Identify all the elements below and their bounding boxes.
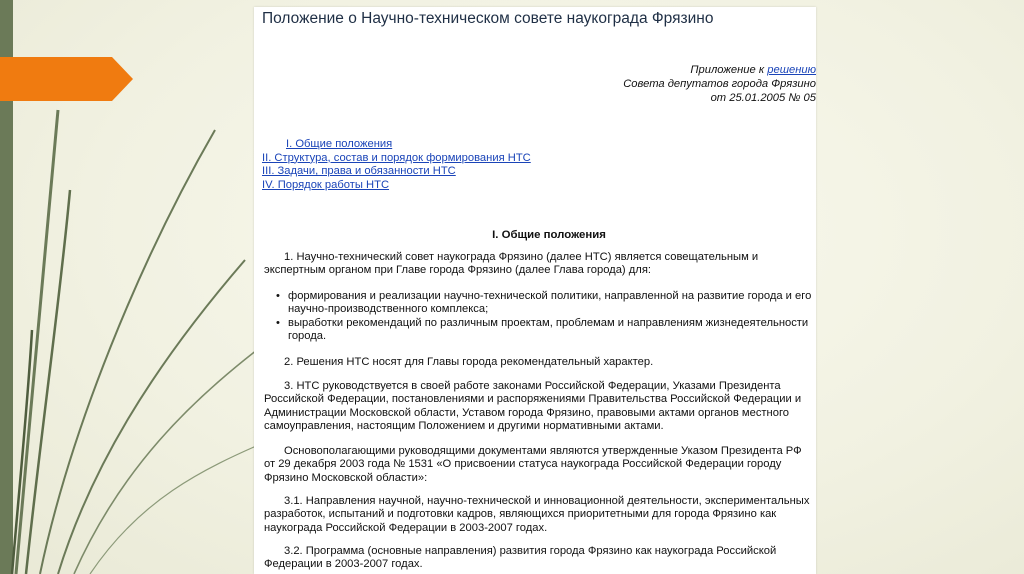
- decision-link[interactable]: решению: [767, 64, 816, 76]
- toc-link-procedure[interactable]: IV. Порядок работы НТС: [262, 178, 390, 191]
- appendix-prefix: Приложение к: [690, 64, 768, 76]
- paragraph-1: 1. Научно-технический совет наукограда Фрязино (далее НТС) является совещательным и экспертным органом при Главе города Фрязино (далее Глава города) для:: [264, 251, 759, 277]
- list-item: • формирования и реализации научно-технической политики, направленной на развитие города и его научно-производственного комплекса;: [276, 290, 816, 317]
- paragraph-3: 3. НТС руководствуется в своей работе законами Российской Федерации, Указами Президента Российской Федерации, постановлениями и распоряжениями Правительства Российской Федерации и Администрации Московской области, Уставом города Фрязино, правовыми актами органов местного самоуправления, настоящим Положением и другими нормативными актами.: [264, 380, 802, 433]
- toc-link-tasks[interactable]: III. Задачи, права и обязанности НТС: [262, 165, 456, 178]
- paragraph-4: Основополагающими руководящими документами являются утвержденные Указом Президента РФ от 29 декабря 2003 года № 1531 «О присвоении статуса наукограда Российской Федерации городу Фрязино Московской области»:: [264, 445, 802, 484]
- appendix-line-2: Совета депутатов города Фрязино: [623, 78, 816, 90]
- purpose-bullet-list: [276, 290, 816, 344]
- toc-link-structure[interactable]: II. Структура, состав и порядок формирования НТС: [262, 151, 531, 164]
- document-page: [254, 7, 816, 574]
- appendix-line-1: [556, 63, 816, 77]
- orange-arrow-icon: [0, 57, 133, 101]
- document-title: Положение о Научно-техническом совете наукограда Фрязино: [262, 10, 714, 27]
- section-heading: I. Общие положения: [492, 229, 606, 241]
- paragraph-2: 2. Решения НТС носят для Главы города рекомендательный характер.: [284, 356, 654, 368]
- table-of-contents: [262, 138, 531, 192]
- appendix-note: [556, 63, 816, 105]
- paragraph-5: 3.1. Направления научной, научно-технической и инновационной деятельности, экспериментальных разработок, испытаний и подготовки кадров, являющихся приоритетными для города Фрязино как наукограда Российской Федерации в 2003-2007 годах.: [264, 495, 810, 534]
- list-item: • выработки рекомендаций по различным проектам, проблемам и направлениям жизнедеятельности города.: [276, 317, 816, 344]
- paragraph-6: 3.2. Программа (основные направления) развития города Фрязино как наукограда Российской Федерации в 2003-2007 годах.: [264, 545, 777, 571]
- appendix-line-3: от 25.01.2005 № 05: [710, 92, 816, 104]
- toc-link-general[interactable]: I. Общие положения: [286, 138, 393, 150]
